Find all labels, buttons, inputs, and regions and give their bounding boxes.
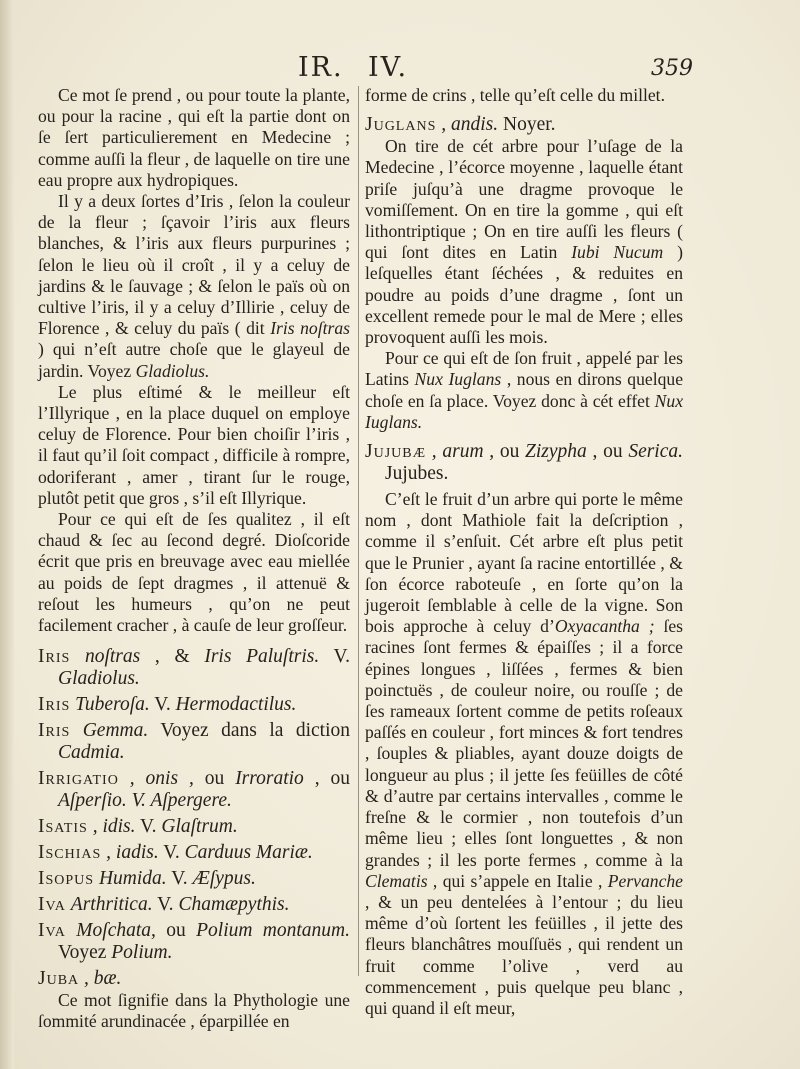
dictionary-entry-jujubae [365, 441, 683, 485]
cross-reference: Nux Iuglans. [365, 390, 683, 432]
entry-text: ou [155, 920, 197, 942]
entry-headword: Ischias [38, 842, 102, 864]
dictionary-entry [38, 768, 350, 812]
dictionary-entry-juglans [365, 114, 683, 136]
paragraph-text: Ce mot ſignifie dans la Phythologie une ſommité arundinacée , éparpillée en [38, 990, 350, 1032]
paragraph-text: ſes racines ſont fermes & épaiſſes ; il a force épines longues , liſſées , fermes & bien poinctuës , de couleur noire, ou rouſſe ; de ſes rameaux ſortent comme de petits roſeaux paſſés en couleur , fort minces & fort tendres , ſouples & pliables, ayant douze doigts de longueur au plus ; il jette ſes feüilles de côté & d’autre par certains intervalles , comme le freſne & le cormier , non toutefois d’un même lieu ; elles ſont longuettes , & non grandes ; il les porte fermes , comme à la [365, 616, 683, 870]
dictionary-entry [38, 894, 350, 916]
paragraph [365, 136, 683, 348]
dictionary-entry [38, 694, 350, 716]
entry-headword: Iva [38, 920, 66, 942]
entry-headword: Isopus [38, 868, 95, 890]
entry-headword: Irrigatio [38, 768, 119, 790]
paragraph-text: forme de crins , telle qu’eſt celle du millet. [365, 85, 665, 105]
italic-term: Oxyacantha ; [554, 616, 655, 637]
dictionary-entry [38, 868, 350, 890]
paragraph [38, 191, 350, 382]
paragraph-text: Le plus eſtimé & le meilleur eſt l’Illyrique , en la place duquel on employe celuy de Florence. Pour bien choiſir l’iris , il faut qu’il ſoit compact , difficile à rompre, odoriferant , amer , tirant ſur le rouge, plutôt petit que gros , s’il eſt Illyrique. [38, 381, 350, 508]
entry-text: , ou [303, 768, 351, 790]
cross-reference: Æſypus. [192, 868, 256, 890]
italic-term: Iubi Nucum [571, 242, 664, 263]
entry-text: Voyez [58, 942, 112, 964]
entry-latin: , andis. [441, 114, 499, 136]
header-right: IV. [368, 52, 409, 83]
paragraph-text: , nous en dirons quelque choſe en ſa place. Voyez donc à cét effet [365, 369, 683, 411]
entry-text: V. [166, 868, 193, 890]
entry-latin: , onis , [129, 768, 194, 790]
entry-latin: Moſchata, [76, 920, 156, 942]
running-header [0, 52, 800, 88]
entry-latin: Humida. [98, 868, 167, 890]
entry-latin: , iadis. [106, 842, 159, 864]
dictionary-entry [38, 720, 350, 764]
paragraph [38, 382, 350, 509]
entry-latin: noſtras [84, 646, 141, 668]
paragraph [38, 509, 350, 636]
italic-term: Nux Iuglans [414, 369, 502, 390]
right-column [365, 85, 683, 1019]
cross-reference: Glaſtrum. [161, 816, 238, 838]
italic-term: Pervanche [607, 870, 683, 891]
entry-french: Jujubes. [385, 463, 449, 485]
entry-latin: , bæ. [84, 968, 122, 990]
cross-reference: Carduus Mariæ. [184, 842, 313, 864]
entry-latin: Iris Paluſtris. [204, 646, 320, 668]
entry-text: ou [193, 768, 236, 790]
entry-text: , ou [586, 441, 629, 463]
italic-term: Iris noſtras [270, 318, 350, 339]
italic-term: Clematis [365, 870, 428, 891]
entry-headword: Jujubæ [365, 441, 427, 463]
paragraph-text: Pour ce qui eſt de ſes qualitez , il eſt chaud & ſec au ſecond degré. Dioſcoride écrit que pris en breuvage avec eau miellée au poids de ſept dragmes , il attenuë & reſout les humeurs , qu’on ne peut facilement cracher , à cauſe de leur groſſeur. [38, 509, 350, 636]
page-number: 359 [651, 56, 693, 81]
cross-reference: Aſperſio. V. Aſpergere. [58, 790, 232, 812]
entry-latin: Gemma. [82, 720, 149, 742]
paragraph-text: , & un peu dentelées à l’entour ; du lieu même d’où ſortent les feüilles , il jette des fleurs blanchâtres mouſſuës , qui rendent un fruit comme l’olive , verd au commencement , puis quelque peu blanc , qui quand il eſt meur, [365, 891, 683, 1018]
paragraph-text: Il y a deux ſortes d’Iris , ſelon la couleur de la fleur ; ſçavoir l’iris aux fleurs blanches, & l’iris aux fleurs purpurines ; ſelon le lieu où il croît , il y a celuy de jardins & le ſauvage ; & ſelon le païs où on cultive l’iris, il y a celuy d’Illirie , celuy de Florence , & celuy du païs ( dit [38, 191, 350, 339]
dictionary-entry [38, 842, 350, 864]
dictionary-entry [38, 816, 350, 838]
entry-headword: Iva [38, 894, 66, 916]
dictionary-entry [38, 920, 350, 964]
paragraph-text: , qui s’appele en Italie , [427, 870, 608, 891]
paragraph [38, 85, 350, 191]
cross-reference: Gladiolus. [58, 668, 140, 690]
entry-headword: Juglans [365, 114, 437, 136]
entry-latin: Serica. [628, 441, 684, 463]
paragraph-text: On tire de cét arbre pour l’uſage de la Medecine , l’écorce moyenne , laquelle étant priſe juſqu’à une dragme provoque le vomiſſement. On en tire la gomme , qui eſt lithontriptique ; On en tire auſſi les fleurs ( qui ſont dites en Latin [365, 136, 683, 263]
paragraph-text: Ce mot ſe prend , ou pour toute la plante, ou pour la racine , qui eſt la partie dont on ſe ſert particulierement en Medecine ; comme auſſi la fleur , de laquelle on tire une eau propre aux hydropiques. [38, 85, 350, 190]
entry-headword: Juba [38, 968, 80, 990]
entry-latin: , arum , [431, 441, 495, 463]
page-binding-shadow [0, 0, 14, 1069]
paragraph [365, 348, 683, 433]
entry-latin: Zizypha [525, 441, 587, 463]
entry-text: V. [135, 816, 162, 838]
entry-text: V. [319, 646, 351, 668]
dictionary-entry [38, 646, 350, 690]
entry-latin: Tuberoſa. [75, 694, 150, 716]
entry-latin: , idis. [92, 816, 136, 838]
paragraph-text: Pour ce qui eſt de ſon fruit , appelé par les Latins [365, 348, 683, 390]
cross-reference: Polium. [111, 942, 173, 964]
entry-text: V. [149, 694, 176, 716]
paragraph-text: ) leſquelles étant ſéchées , & reduites en poudre au poids d’une dragme , ſont un excellent remede pour le mal de Mere ; elles provoquent auſſi les mois. [365, 242, 683, 348]
entry-latin: Arthritica. [70, 894, 153, 916]
cross-reference: Chamæpythis. [178, 894, 290, 916]
cross-reference: Cadmia. [58, 742, 125, 764]
paragraph-text: C’eſt le fruit d’un arbre qui porte le même nom , dont Mathiole fait la deſcription , comme il s’enſuit. Cét arbre eſt plus petit que le Prunier , ayant ſa racine entortillée , & ſon écorce raboteuſe , en ſorte qu’on la jugeroit ſemblable à celle de la vigne. Son bois approche à celuy d’ [365, 489, 683, 637]
paragraph [365, 489, 683, 1019]
cross-reference: Gladiolus. [135, 360, 210, 381]
spacer [38, 636, 350, 642]
entry-text: ou [494, 441, 526, 463]
entry-headword: Iris [38, 694, 71, 716]
entry-headword: Isatis [38, 816, 88, 838]
dictionary-entry [38, 968, 350, 990]
entry-latin: Irroratio [235, 768, 304, 790]
entry-headword: Iris [38, 646, 71, 668]
left-column [38, 85, 350, 1033]
entry-text: V. [158, 842, 185, 864]
header-left: IR. [298, 52, 344, 83]
entry-text: V. [152, 894, 179, 916]
cross-reference: Hermodactilus. [175, 694, 297, 716]
paragraph [365, 85, 683, 106]
column-rule [358, 86, 359, 976]
entry-french: Noyer. [498, 114, 556, 136]
paragraph [38, 990, 350, 1032]
entry-headword: Iris [38, 720, 71, 742]
entry-text: Voyez dans la diction [148, 720, 350, 742]
entry-text: , & [140, 646, 205, 668]
paragraph-text: ) qui n’eſt autre choſe que le glayeul de jardin. Voyez [38, 339, 350, 381]
entry-latin: Polium montanum. [196, 920, 351, 942]
